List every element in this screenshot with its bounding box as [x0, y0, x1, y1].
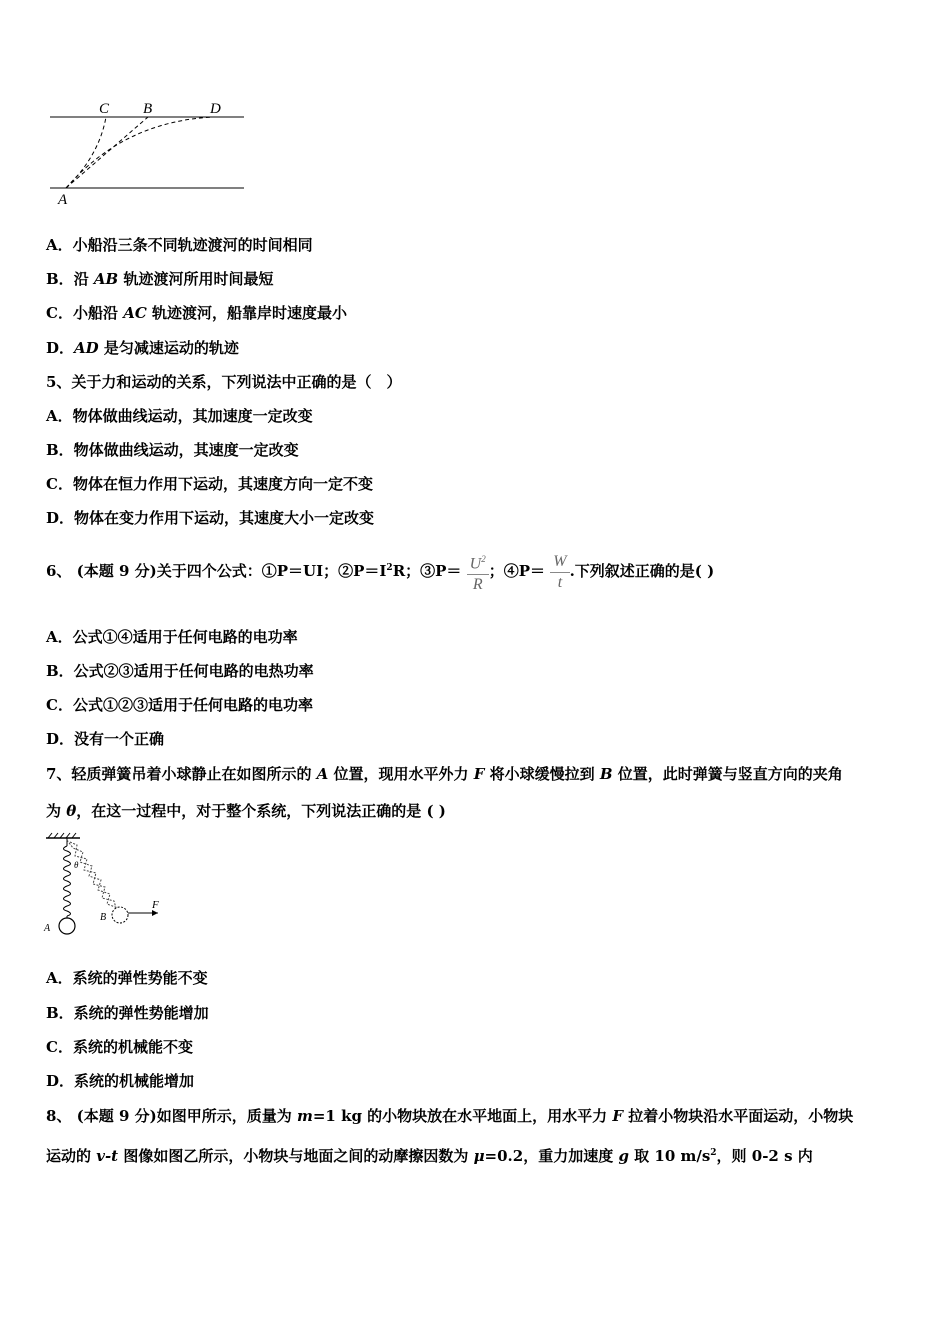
label-D: D: [210, 101, 221, 117]
q7-option-a: A．系统的弹性势能不变: [46, 969, 208, 987]
q4-option-d: D．AD 是匀减速运动的轨迹: [46, 339, 239, 357]
q4-option-c: C．小船沿 AC 轨迹渡河，船靠岸时速度最小: [46, 304, 347, 322]
q6-stem: 6、 (本题 9 分)关于四个公式：①P＝UI；$②P=I^2R$；③P＝ $\frac{U^2}{R}$ ；④P＝ $\frac{W}{t}$ .下列叙述正确的是( ): [46, 544, 714, 595]
formula-u2-over-r: $\frac{U^2}{R}$: [467, 550, 489, 594]
label-C: C: [99, 101, 110, 117]
q4-option-b: B．沿 AB 轨迹渡河所用时间最短: [46, 270, 274, 288]
q7-stem-line2: 为 θ，在这一过程中，对于整个系统，下列说法正确的是 ( ): [46, 802, 446, 820]
q6-option-c: C．公式①②③适用于任何电路的电功率: [46, 696, 313, 714]
label-B: B: [143, 101, 153, 117]
river-crossing-figure: [44, 96, 254, 211]
q5-option-a: A．物体做曲线运动，其加速度一定改变: [46, 407, 313, 425]
label-F: F: [152, 899, 159, 911]
q7-option-b: B．系统的弹性势能增加: [46, 1004, 209, 1022]
spring-ball-figure: [40, 832, 170, 942]
q7-option-c: C．系统的机械能不变: [46, 1038, 193, 1056]
q4-option-a: A．小船沿三条不同轨迹渡河的时间相同: [46, 236, 313, 254]
q6-option-d: D．没有一个正确: [46, 730, 165, 748]
q5-option-d: D．物体在变力作用下运动，其速度大小一定改变: [46, 509, 375, 527]
label-theta: θ: [74, 860, 79, 870]
q6-option-a: A．公式①④适用于任何电路的电功率: [46, 628, 298, 646]
q6-option-b: B．公式②③适用于任何电路的电热功率: [46, 662, 314, 680]
q8-stem-line1: 8、 (本题 9 分)如图甲所示，质量为 m=1 kg 的小物块放在水平地面上，用水平力 F 拉着小物块沿水平面运动，小物块: [46, 1107, 854, 1125]
label-A: A: [58, 192, 68, 208]
formula-w-over-t: $\frac{W}{t}$: [550, 553, 569, 592]
label-B: B: [100, 912, 107, 923]
q7-stem-line1: 7、轻质弹簧吊着小球静止在如图所示的 A 位置，现用水平外力 F 将小球缓慢拉到 B 位置，此时弹簧与竖直方向的夹角: [46, 765, 843, 783]
q5-option-c: C．物体在恒力作用下运动，其速度方向一定不变: [46, 475, 373, 493]
label-A: A: [44, 923, 51, 934]
q7-option-d: D．系统的机械能增加: [46, 1072, 195, 1090]
q5-option-b: B．物体做曲线运动，其速度一定改变: [46, 441, 299, 459]
q8-stem-line2: 运动的 v-t 图像如图乙所示，小物块与地面之间的动摩擦因数为 μ=0.2，重力加速度 g 取 10 $m/s^2$，则 0-2 s 内: [46, 1147, 813, 1165]
q5-stem: 5、关于力和运动的关系，下列说法中正确的是（ ）: [46, 373, 402, 391]
